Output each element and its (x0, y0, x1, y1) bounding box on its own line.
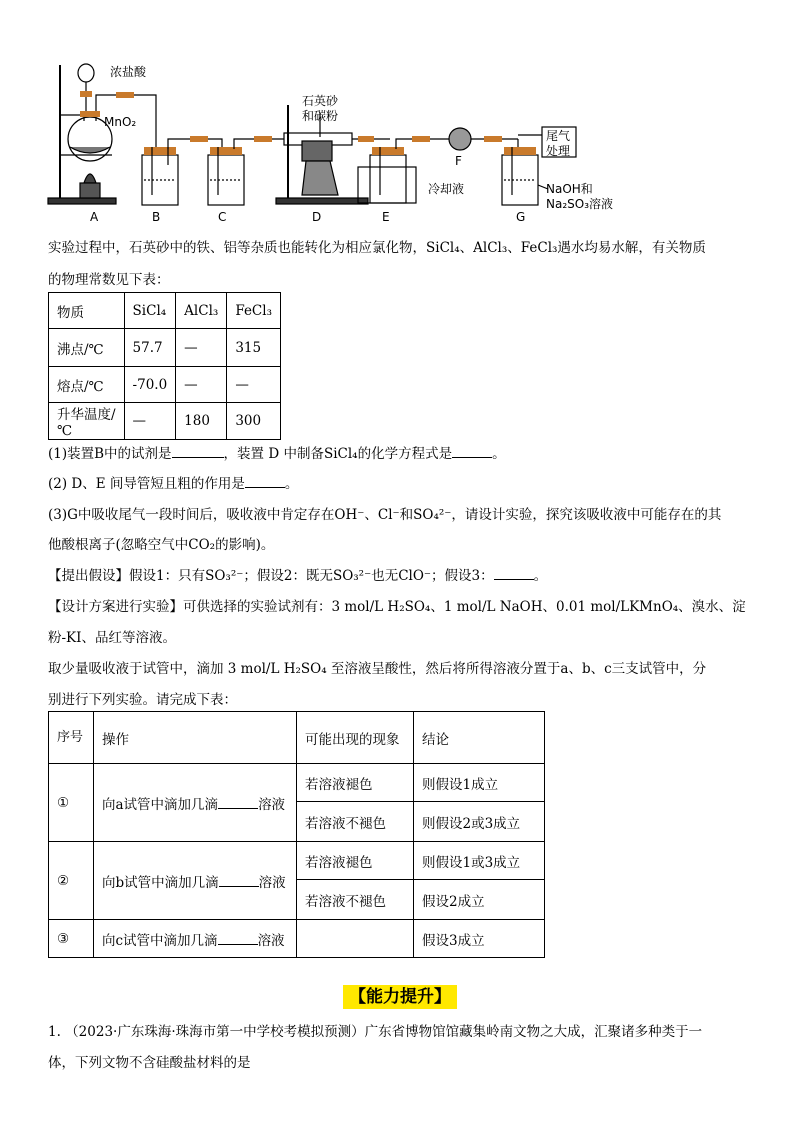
problem-1-line-1: 1. （2023·广东珠海·珠海市第一中学校考模拟预测）广东省博物馆馆藏集岭南文物之大成，汇聚诸多种类于一 (48, 1024, 703, 1040)
physical-constants-table (48, 292, 281, 440)
q1-text-b: ，装置 D 中制备SiCl₄的化学方程式是 (223, 446, 453, 462)
q2-text-a: (2) D、E 间导管短且粗的作用是 (48, 476, 245, 492)
exp-conclusion: 则假设2或3成立 (414, 802, 545, 842)
answer-blank[interactable] (245, 475, 285, 488)
const-cell: 315 (227, 329, 281, 367)
const-cell: -70.0 (124, 367, 176, 403)
label-treatment: 处理 (546, 144, 571, 158)
exp-row-no: ① (49, 764, 94, 842)
question-3-line-1: (3)G中吸收尾气一段时间后，吸收液中肯定存在OH⁻、Cl⁻和SO₄²⁻，请设计实验，探究该吸收液中可能存在的其 (48, 507, 722, 523)
label-unit-a: A (90, 210, 99, 224)
label-unit-e: E (382, 210, 390, 224)
exp-phenomenon: 若溶液不褪色 (297, 802, 414, 842)
op-suffix: 溶液 (257, 932, 285, 949)
exp-conclusion: 假设2成立 (414, 880, 545, 920)
const-cell: — (176, 329, 227, 367)
const-cell: 300 (227, 403, 281, 440)
const-header-sicl4: SiCl₄ (124, 293, 176, 329)
experiment-table (48, 711, 545, 958)
answer-blank[interactable] (218, 932, 258, 945)
question-1 (48, 442, 506, 462)
exp-conclusion: 则假设1或3成立 (414, 842, 545, 880)
answer-blank[interactable] (219, 874, 259, 887)
exp-header-conclusion: 结论 (414, 712, 545, 764)
hypothesis-end: 。 (533, 568, 548, 584)
question-3-line-2: 他酸根离子(忽略空气中CO₂的影响)。 (48, 537, 275, 553)
exp-conclusion: 假设3成立 (414, 920, 545, 958)
label-tail-gas: 尾气 (546, 129, 571, 143)
op-suffix: 溶液 (258, 796, 286, 813)
exp-row-op (94, 842, 297, 920)
exp-row-no: ② (49, 842, 94, 920)
op-text: 向a试管中滴加几滴 (102, 796, 219, 813)
const-header-substance: 物质 (49, 293, 125, 329)
label-unit-g: G (516, 210, 526, 224)
const-header-fecl3: FeCl₃ (227, 293, 281, 329)
intro-line-2: 的物理常数见下表： (48, 272, 170, 288)
label-unit-c: C (218, 210, 227, 224)
procedure-line-2: 别进行下列实验。请完成下表： (48, 692, 237, 708)
const-cell: — (227, 367, 281, 403)
section-title (0, 982, 800, 1007)
q1-text-c: 。 (492, 446, 506, 462)
problem-1-line-2: 体，下列文物不含硅酸盐材料的是 (48, 1055, 251, 1071)
label-coolant: 冷却液 (428, 182, 465, 196)
procedure-line-1: 取少量吸收液于试管中，滴加 3 mol/L H₂SO₄ 至溶液呈酸性，然后将所得溶液分置于a、b、c三支试管中，分 (48, 661, 707, 677)
const-cell: 沸点/℃ (49, 329, 125, 367)
const-header-alcl3: AlCl₃ (176, 293, 227, 329)
const-cell: — (176, 367, 227, 403)
answer-blank[interactable] (452, 445, 492, 458)
const-cell: — (124, 403, 176, 440)
label-mno2: MnO₂ (104, 115, 137, 129)
const-cell: 180 (176, 403, 227, 440)
exp-row-op (94, 764, 297, 842)
exp-phenomenon: 若溶液不褪色 (297, 880, 414, 920)
answer-blank[interactable] (172, 445, 224, 458)
answer-blank[interactable] (494, 567, 534, 580)
label-carbon-powder: 和碳粉 (302, 109, 339, 123)
question-2 (48, 472, 298, 492)
label-unit-d: D (312, 210, 322, 224)
op-text: 向b试管中滴加几滴 (102, 874, 219, 891)
exp-row-op (94, 920, 297, 958)
design-line-1: 【设计方案进行实验】可供选择的实验试剂有：3 mol/L H₂SO₄、1 mol/L NaOH、0.01 mol/LKMnO₄、溴水、淀 (48, 599, 746, 615)
label-unit-f: F (455, 154, 462, 168)
op-suffix: 溶液 (258, 874, 286, 891)
exp-header-phenomenon: 可能出现的现象 (297, 712, 414, 764)
intro-line-1: 实验过程中，石英砂中的铁、铝等杂质也能转化为相应氯化物，SiCl₄、AlCl₃、FeCl₃遇水均易水解，有关物质 (48, 240, 706, 256)
design-line-2: 粉-KI、品红等溶液。 (48, 630, 176, 646)
exp-phenomenon (297, 920, 414, 958)
q2-text-b: 。 (284, 476, 299, 492)
exp-phenomenon: 若溶液褪色 (297, 764, 414, 802)
label-na2so3: Na₂SO₃溶液 (546, 197, 614, 211)
exp-row-no: ③ (49, 920, 94, 958)
hypothesis-text: 【提出假设】假设1：只有SO₃²⁻；假设2：既无SO₃²⁻也无ClO⁻；假设3： (48, 568, 494, 584)
q1-text-a: (1)装置B中的试剂是 (48, 446, 172, 462)
answer-blank[interactable] (218, 796, 258, 809)
label-conc-hcl: 浓盐酸 (110, 65, 147, 79)
op-text: 向c试管中滴加几滴 (102, 932, 218, 949)
label-naoh: NaOH和 (546, 182, 593, 196)
const-cell: 57.7 (124, 329, 176, 367)
label-quartz-sand: 石英砂 (302, 94, 339, 108)
exp-header-no: 序号 (49, 712, 94, 764)
exp-phenomenon: 若溶液褪色 (297, 842, 414, 880)
exp-conclusion: 则假设1成立 (414, 764, 545, 802)
const-cell: 升华温度/℃ (49, 403, 125, 440)
section-title-text: 【能力提升】 (343, 985, 457, 1009)
const-cell: 熔点/℃ (49, 367, 125, 403)
label-unit-b: B (152, 210, 161, 224)
exp-header-op: 操作 (94, 712, 297, 764)
hypothesis-line (48, 564, 547, 584)
